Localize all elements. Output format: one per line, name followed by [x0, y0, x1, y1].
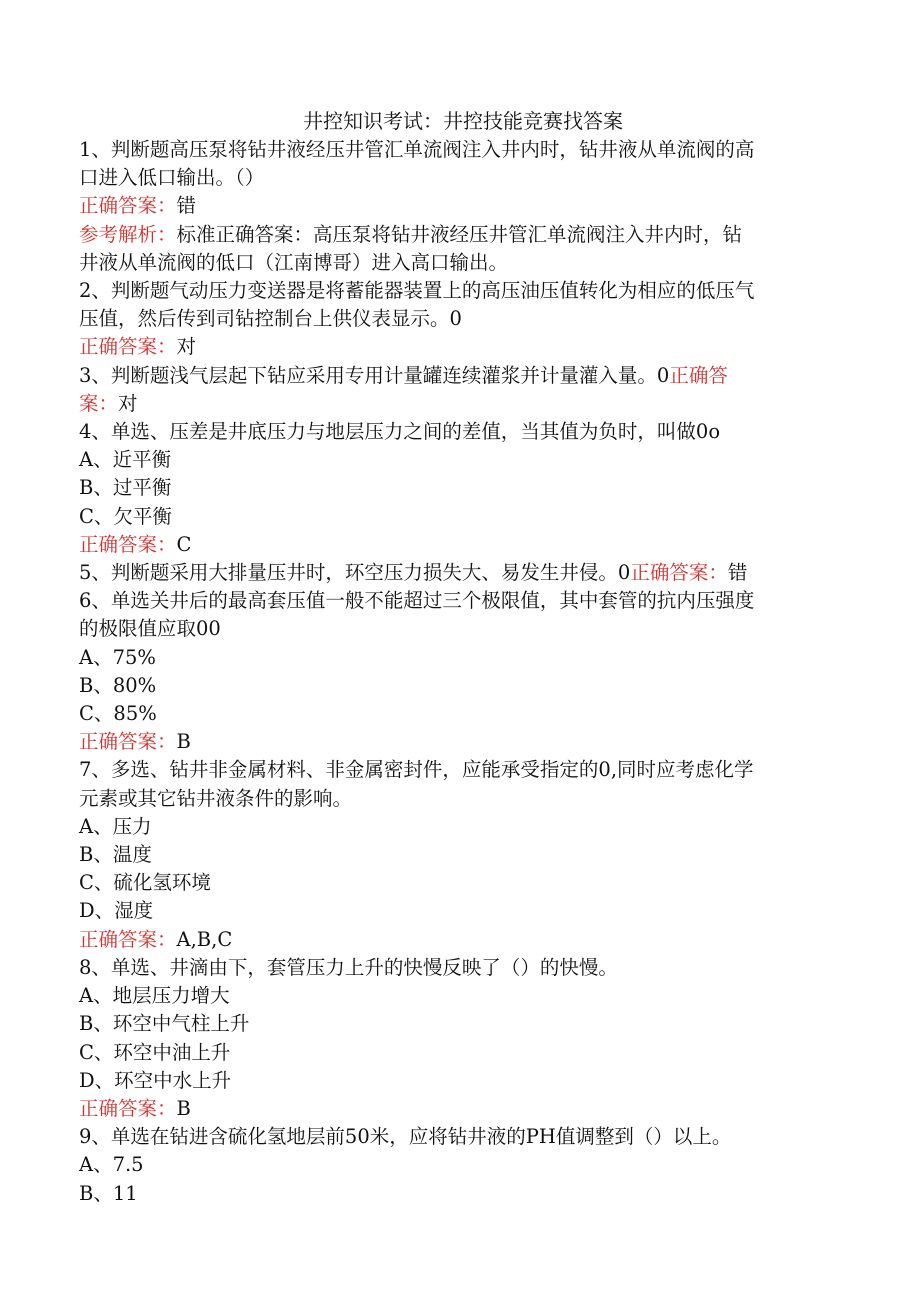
- question-7-option-b: B、温度: [79, 843, 152, 867]
- question-3-text: 3、判断题浅气层起下钻应采用专用计量罐连续灌浆并计量灌入量。0: [79, 363, 670, 387]
- question-9-line-1: 9、单选在钻进含硫化氢地层前50米，应将钻井液的PH值调整到（）以上。: [79, 1125, 732, 1149]
- question-7-line-1: 7、多选、钻井非金属材料、非金属密封件，应能承受指定的0,同时应考虑化学: [79, 758, 754, 782]
- analysis-text: 高压泵将钻井液经压井管汇单流阀注入井内时，钻: [313, 222, 743, 246]
- question-7-answer: [79, 926, 839, 954]
- answer-value: 错: [727, 561, 748, 585]
- question-7-option-d: D、湿度: [79, 899, 154, 923]
- correct-answer-label: 正确答案：: [79, 730, 177, 754]
- question-6-option-a: A、75%: [79, 645, 156, 669]
- question-7-option-c: C、硫化氢环境: [79, 871, 211, 895]
- question-6-answer: [79, 728, 839, 756]
- question-8-answer: [79, 1095, 839, 1123]
- question-4-option-b: B、过平衡: [79, 476, 172, 500]
- question-2-answer: [79, 333, 839, 361]
- answer-value: B: [176, 1096, 191, 1120]
- question-3-answer: [79, 390, 839, 418]
- question-8-line-1: 8、单选、井滴由下，套管压力上升的快慢反映了（）的快慢。: [79, 955, 618, 979]
- question-2-line-2: 压值，然后传到司钻控制台上供仪表显示。0: [79, 307, 462, 331]
- question-3-line-1: [79, 362, 839, 390]
- question-6-option-c: C、85%: [79, 702, 157, 726]
- question-8-option-d: D、环空中水上升: [79, 1068, 232, 1092]
- correct-answer-label: 正确答案：: [79, 927, 177, 951]
- document-page: [79, 106, 839, 1208]
- question-9-option-a: A、7.5: [79, 1153, 144, 1177]
- answer-value: A,B,C: [176, 927, 233, 951]
- correct-answer-label-part-1: 正确答: [669, 363, 728, 387]
- question-7-line-2: 元素或其它钻井液条件的影响。: [79, 786, 353, 810]
- answer-value: 错: [176, 194, 197, 218]
- question-6-line-1: 6、单选关井后的最高套压值一般不能超过三个极限值，其中套管的抗内压强度: [79, 589, 755, 613]
- correct-answer-label: 正确答案：: [79, 194, 177, 218]
- question-4-answer: [79, 531, 839, 559]
- correct-answer-label-part-2: 案：: [79, 391, 119, 415]
- answer-value: C: [176, 532, 192, 556]
- question-6-option-b: B、80%: [79, 673, 157, 697]
- reference-analysis-label: 参考解析：: [79, 222, 177, 246]
- question-5-text: 5、判断题采用大排量压井时，环空压力损失大、易发生井侵。0: [79, 561, 631, 585]
- question-9-option-b: B、11: [79, 1181, 138, 1205]
- standard-label: 标准正确答案：: [176, 222, 314, 246]
- question-6-line-2: 的极限值应取00: [79, 617, 221, 641]
- question-1-analysis-line-2: 井液从单流阀的低口（江南博哥）进入高口输出。: [79, 250, 509, 274]
- correct-answer-label: 正确答案：: [630, 561, 728, 585]
- answer-value: 对: [176, 335, 197, 359]
- question-2-line-1: 2、判断题气动压力变送器是将蓄能器装置上的高压油压值转化为相应的低压气: [79, 279, 755, 303]
- question-4-line-1: 4、单选、压差是井底压力与地层压力之间的差值，当其值为负时，叫做0o: [79, 420, 721, 444]
- question-8-option-b: B、环空中气柱上升: [79, 1012, 250, 1036]
- question-8-option-c: C、环空中油上升: [79, 1040, 231, 1064]
- question-1-analysis-line-1: [79, 221, 839, 249]
- answer-value: 对: [118, 391, 138, 415]
- question-8-option-a: A、地层压力增大: [79, 984, 230, 1008]
- correct-answer-label: 正确答案：: [79, 335, 177, 359]
- document-title: 井控知识考试：井控技能竞赛找答案: [303, 109, 623, 133]
- question-1-line-2: 口进入低口输出。（）: [79, 166, 265, 190]
- question-4-option-c: C、欠平衡: [79, 504, 172, 528]
- question-4-option-a: A、近平衡: [79, 448, 172, 472]
- question-1-line-1: 1、判断题高压泵将钻井液经压井管汇单流阀注入井内时，钻井液从单流阀的高: [79, 138, 755, 161]
- correct-answer-label: 正确答案：: [79, 1096, 177, 1120]
- question-1-answer: [79, 192, 839, 220]
- question-7-option-a: A、压力: [79, 814, 152, 838]
- answer-value: B: [176, 730, 191, 754]
- correct-answer-label: 正确答案：: [79, 532, 177, 556]
- question-5-line-1: [79, 559, 839, 587]
